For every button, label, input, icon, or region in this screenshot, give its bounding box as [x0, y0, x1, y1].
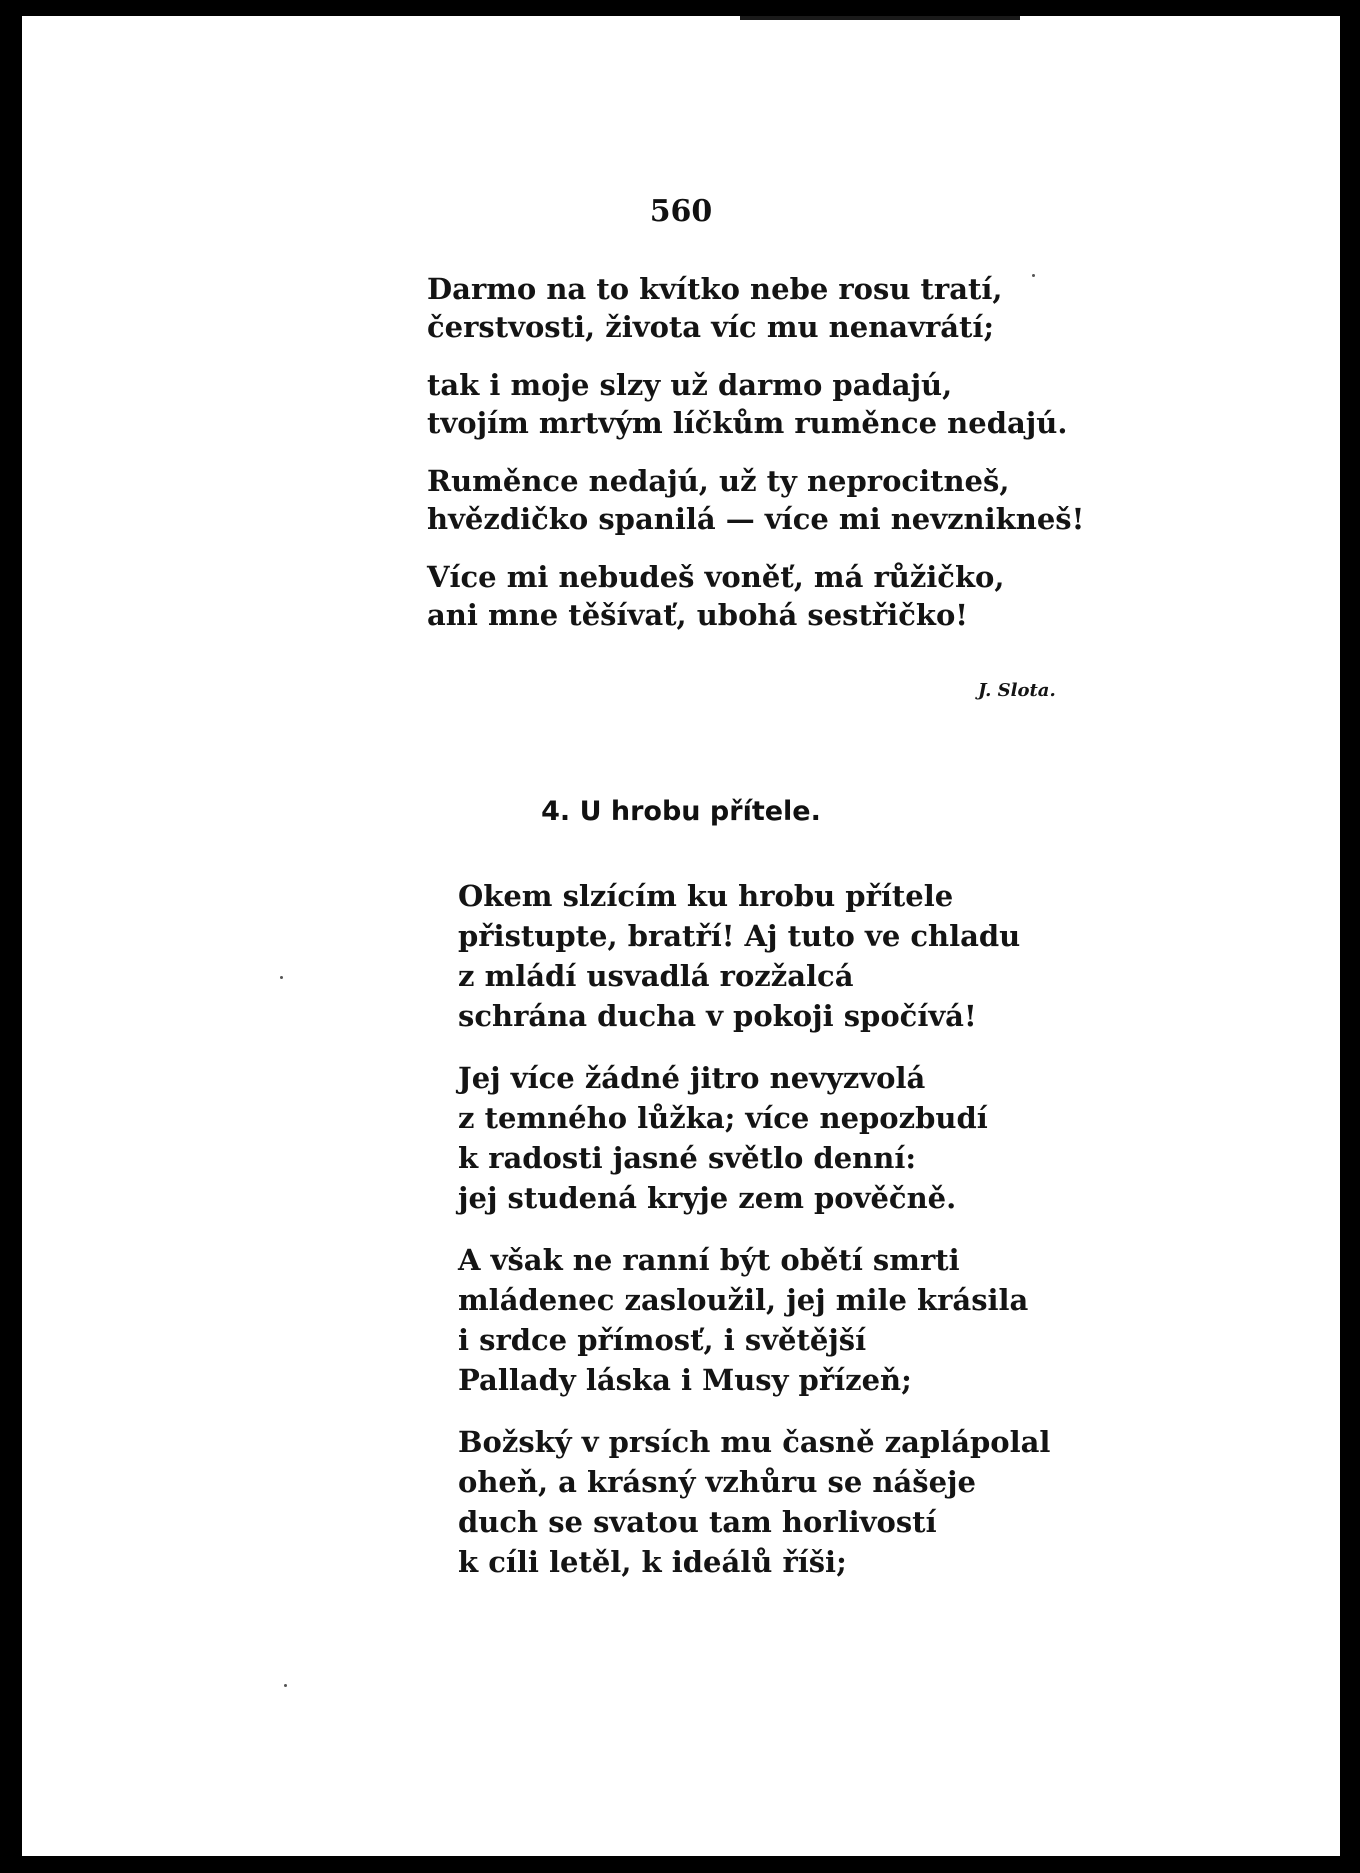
poem-line: jej studená kryje zem pověčně.	[458, 1181, 957, 1215]
poem-line: k radosti jasné světlo denní:	[458, 1141, 917, 1175]
page-number: 560	[649, 194, 713, 229]
poem-line: Více mi nebudeš voněť, má růžičko,	[427, 560, 1005, 594]
author-signature: J. Slota.	[978, 680, 1056, 701]
poem-line: Okem slzícím ku hrobu přítele	[458, 879, 954, 913]
stanza	[427, 270, 1084, 346]
poem-line: z mládí usvadlá rozžalcá	[458, 959, 854, 993]
paper-speck	[284, 1684, 287, 1687]
poem-slota	[427, 270, 1084, 654]
poem-line: oheň, a krásný vzhůru se nášeje	[458, 1465, 976, 1499]
poem-line: Jej více žádné jitro nevyzvolá	[458, 1061, 926, 1095]
poem-line: Ruměnce nedajú, už ty neprocitneš,	[427, 464, 1010, 498]
poem-line: A však ne ranní být obětí smrti	[458, 1243, 960, 1277]
stanza	[458, 1058, 1050, 1218]
scan-edge	[740, 16, 1020, 20]
poem-line: i srdce přímosť, i světější	[458, 1323, 867, 1357]
poem-line: Pallady láska i Musy přízeň;	[458, 1363, 912, 1397]
poem-line: čerstvosti, života víc mu nenavrátí;	[427, 310, 995, 344]
poem-line: z temného lůžka; více nepozbudí	[458, 1101, 988, 1135]
book-page	[22, 16, 1340, 1856]
paper-speck	[280, 976, 283, 979]
poem-line: duch se svatou tam horlivostí	[458, 1505, 937, 1539]
stanza	[427, 558, 1084, 634]
poem-line: k cíli letěl, k ideálů říši;	[458, 1545, 847, 1579]
poem-line: tak i moje slzy už darmo padajú,	[427, 368, 953, 402]
poem-line: Božský v prsích mu časně zaplápolal	[458, 1425, 1051, 1459]
stanza	[427, 462, 1084, 538]
poem-line: přistupte, bratří! Aj tuto ve chladu	[458, 919, 1021, 953]
section-title: 4. U hrobu přítele.	[541, 796, 821, 827]
paper-speck	[1032, 274, 1035, 277]
poem-line: mládenec zasloužil, jej mile krásila	[458, 1283, 1029, 1317]
poem-line: Darmo na to kvítko nebe rosu tratí,	[427, 272, 1003, 306]
poem-line: hvězdičko spanilá — více mi nevznikneš!	[427, 502, 1085, 536]
stanza	[458, 1240, 1050, 1400]
stanza	[427, 366, 1084, 442]
poem-line: ani mne těšívať, ubohá sestřičko!	[427, 598, 969, 632]
poem-line: tvojím mrtvým líčkům ruměnce nedajú.	[427, 406, 1068, 440]
poem-u-hrobu-pritele	[458, 876, 1050, 1604]
stanza	[458, 1422, 1050, 1582]
stanza	[458, 876, 1050, 1036]
poem-line: schrána ducha v pokoji spočívá!	[458, 999, 977, 1033]
